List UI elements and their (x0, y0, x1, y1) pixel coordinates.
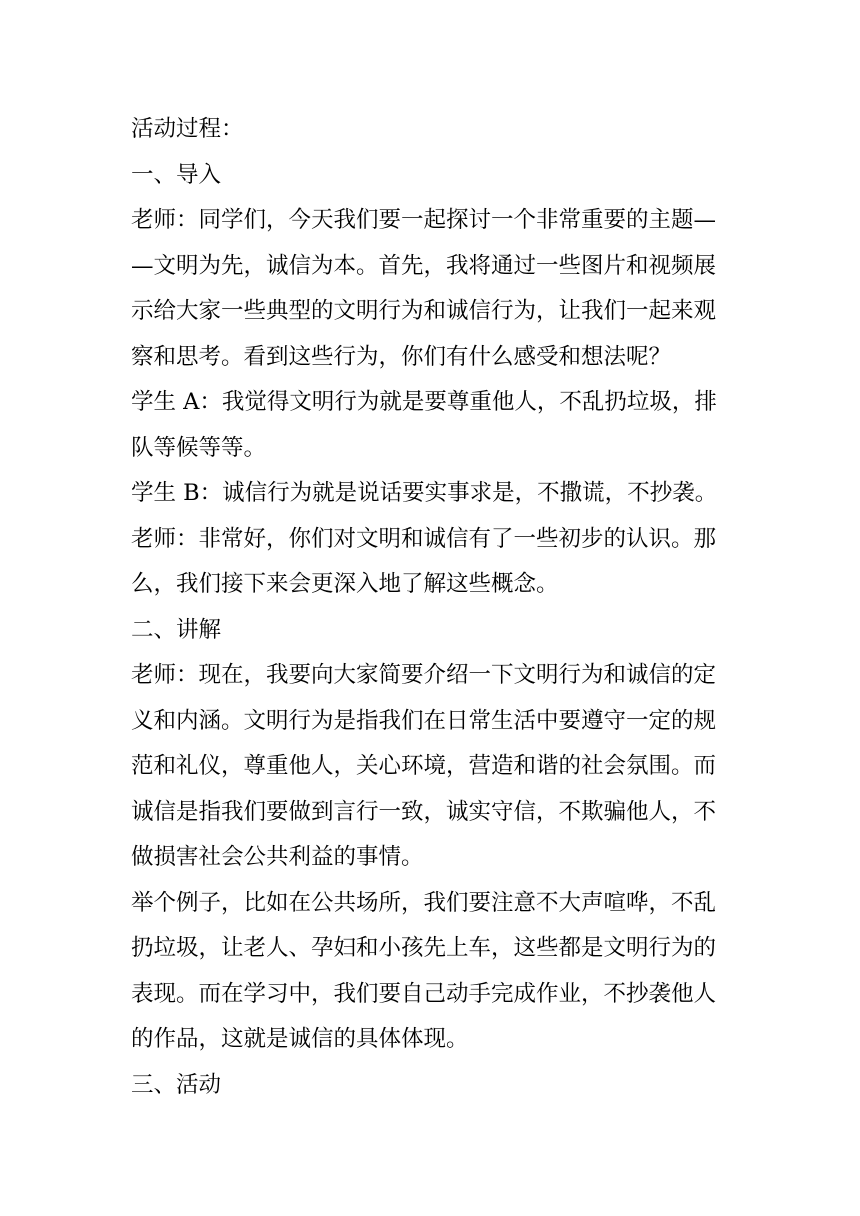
text-line: 学生 A：我觉得文明行为就是要尊重他人，不乱扔垃圾，排 (131, 389, 717, 415)
text-line: 诚信是指我们要做到言行一致，诚实守信，不欺骗他人，不 (131, 798, 717, 825)
text-line: 举个例子，比如在公共场所，我们要注意不大声喧哗，不乱 (131, 889, 717, 916)
section-heading-explain: 二、讲解 (131, 616, 222, 643)
text-line: 范和礼仪，尊重他人，关心环境，营造和谐的社会氛围。而 (131, 753, 717, 779)
section-heading-activity: 三、活动 (131, 1071, 222, 1098)
text-line: 的作品，这就是诚信的具体体现。 (131, 1026, 469, 1052)
text-line: 义和内涵。文明行为是指我们在日常生活中要遵守一定的规 (131, 707, 717, 734)
text-line: 扔垃圾，让老人、孕妇和小孩先上车，这些都是文明行为的 (131, 935, 717, 961)
text-line: 么，我们接下来会更深入地了解这些概念。 (131, 571, 559, 597)
text-line: 老师：现在，我要向大家简要介绍一下文明行为和诚信的定 (131, 662, 717, 688)
section-heading-process: 活动过程： (131, 116, 244, 142)
text-line: 表现。而在学习中，我们要自己动手完成作业，不抄袭他人 (131, 980, 717, 1007)
text-line: 做损害社会公共利益的事情。 (131, 844, 424, 870)
text-line: 老师：同学们，今天我们要一起探讨一个非常重要的主题— (131, 207, 717, 233)
text-line: —文明为先，诚信为本。首先，我将通过一些图片和视频展 (131, 252, 717, 279)
text-line: 示给大家一些典型的文明行为和诚信行为，让我们一起来观 (131, 298, 717, 324)
text-line: 老师：非常好，你们对文明和诚信有了一些初步的认识。那 (131, 525, 717, 552)
text-line: 学生 B：诚信行为就是说话要实事求是，不撒谎，不抄袭。 (131, 480, 718, 506)
text-line: 队等候等等。 (131, 434, 267, 461)
text-line: 察和思考。看到这些行为，你们有什么感受和想法呢？ (131, 343, 672, 370)
section-heading-intro: 一、导入 (131, 161, 222, 188)
